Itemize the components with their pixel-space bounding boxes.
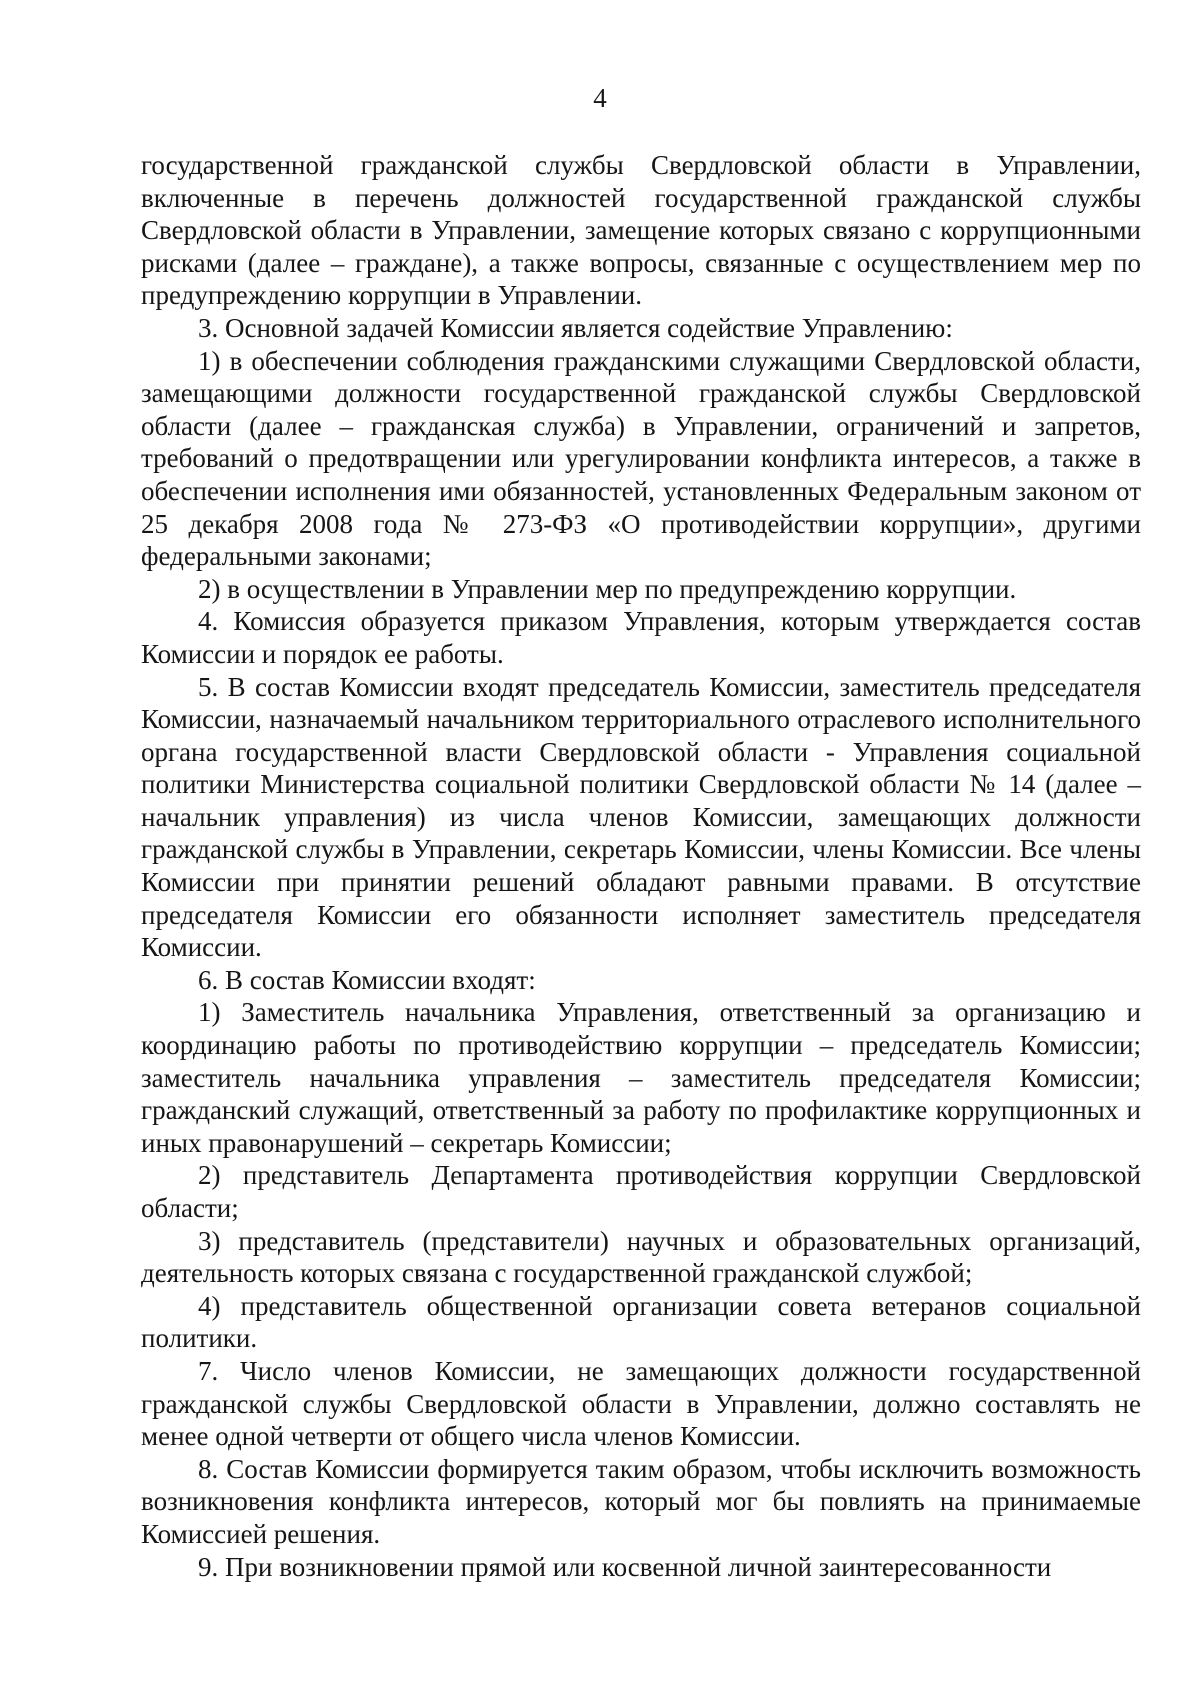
paragraph: 3. Основной задачей Комиссии является содействие Управлению: <box>198 312 953 343</box>
paragraph: 5. В состав Комиссии входят председатель Комиссии, заместитель председателя Комиссии, назначаемый начальником территориального отраслевого исполнительного органа государственной власти Свердловской области - Управления социальной политики Министерства социальной политики Свердловской области № 14 (далее – начальник управления) из числа членов Комиссии, замещающих должности гражданской службы в Управлении, секретарь Комиссии, члены Комиссии. Все члены Комиссии при принятии решений обладают равными правами. В отсутствие председателя Комиссии его обязанности исполняет заместитель председателя Комиссии. <box>141 671 1141 963</box>
document-body <box>141 149 1141 1583</box>
paragraph: 3) представитель (представители) научных и образовательных организаций, деятельность которых связана с государственной гражданской службой; <box>141 1225 1141 1289</box>
paragraph: 7. Число членов Комиссии, не замещающих должности государственной гражданской службы Свердловской области в Управлении, должно составлять не менее одной четверти от общего числа членов Комиссии. <box>141 1355 1141 1452</box>
paragraph: 1) Заместитель начальника Управления, ответственный за организацию и координацию работы по противодействию коррупции – председатель Комиссии; заместитель начальника управления – заместитель председателя Комиссии; гражданский служащий, ответственный за работу по профилактике коррупционных и иных правонарушений – секретарь Комиссии; <box>141 997 1141 1158</box>
paragraph: 2) представитель Департамента противодействия коррупции Свердловской области; <box>141 1160 1141 1223</box>
paragraph: 6. В состав Комиссии входят: <box>198 964 536 995</box>
paragraph: 4) представитель общественной организации совета ветеранов социальной политики. <box>141 1290 1141 1354</box>
paragraph: 9. При возникновении прямой или косвенной личной заинтересованности <box>198 1551 1052 1582</box>
paragraph: 2) в осуществлении в Управлении мер по предупреждению коррупции. <box>198 573 1017 604</box>
paragraph: 4. Комиссия образуется приказом Управления, которым утверждается состав Комиссии и порядок ее работы. <box>141 606 1141 669</box>
page-number: 4 <box>593 83 607 113</box>
paragraph: государственной гражданской службы Свердловской области в Управлении, включенные в перечень должностей государственной гражданской службы Свердловской области в Управлении, замещение которых связано с коррупционными рисками (далее – граждане), а также вопросы, связанные с осуществлением мер по предупреждению коррупции в Управлении. <box>141 150 1141 311</box>
paragraph: 8. Состав Комиссии формируется таким образом, чтобы исключить возможность возникновения конфликта интересов, который мог бы повлиять на принимаемые Комиссией решения. <box>141 1453 1141 1549</box>
paragraph: 1) в обеспечении соблюдения гражданскими служащими Свердловской области, замещающими должности государственной гражданской службы Свердловской области (далее – гражданская служба) в Управлении, ограничений и запретов, требований о предотвращении или урегулировании конфликта интересов, а также в обеспечении исполнения ими обязанностей, установленных Федеральным законом от 25 декабря 2008 года № 273-ФЗ «О противодействии коррупции», другими федеральными законами; <box>141 345 1141 572</box>
